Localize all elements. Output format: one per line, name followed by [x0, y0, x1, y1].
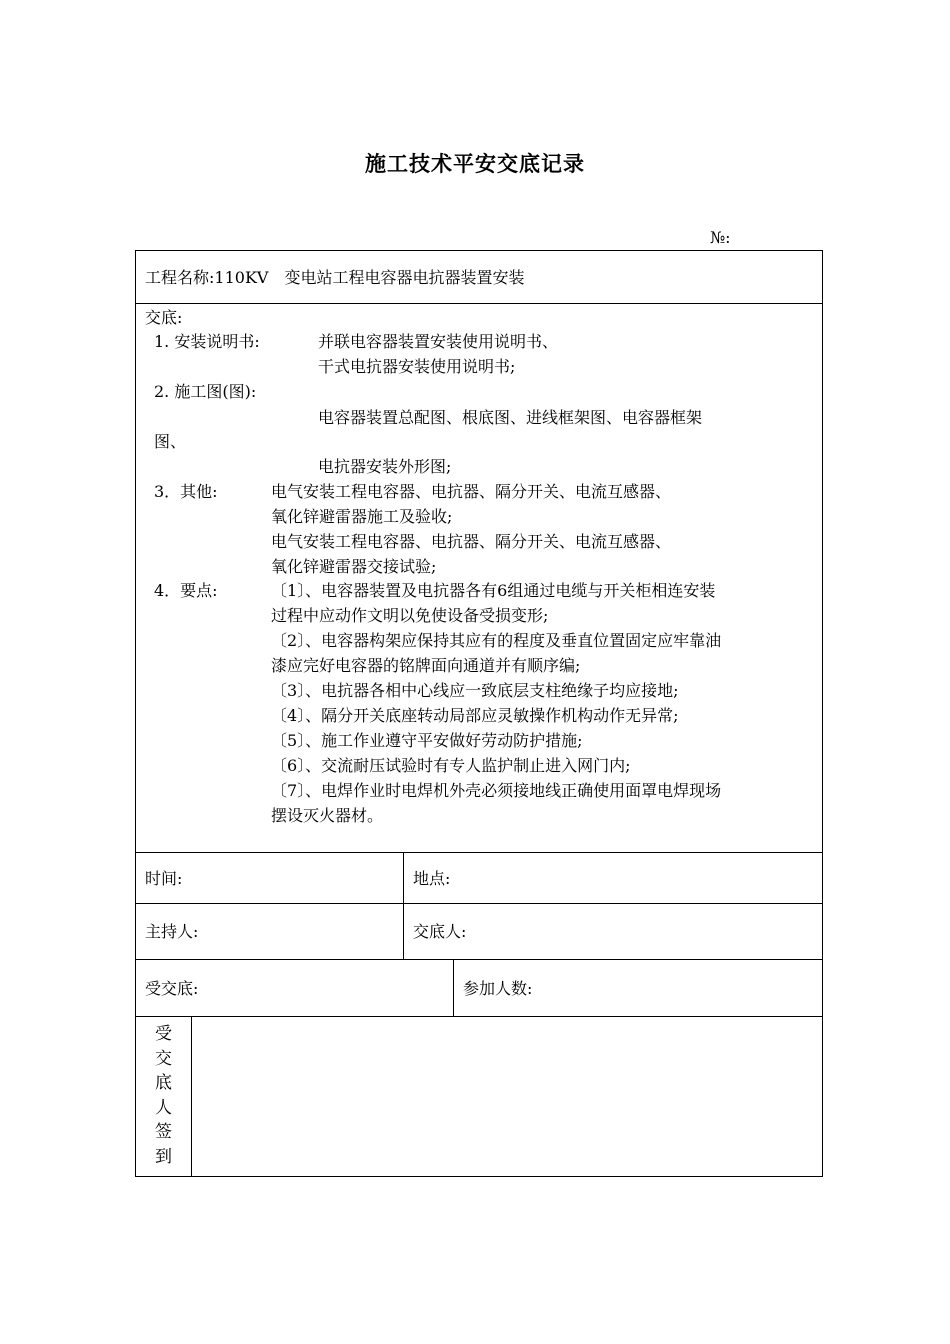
sign-char: 到 — [155, 1146, 172, 1167]
item2-line: 电容器装置总配图、根底图、进线框架图、电容器框架 — [318, 408, 703, 427]
item2-label: 2. 施工图(图): — [154, 382, 257, 401]
item1-line: 干式电抗器安装使用说明书; — [318, 357, 516, 376]
item1-label: 1. 安装说明书: — [154, 332, 260, 351]
time-label: 时间: — [145, 869, 183, 888]
point-line: 摆设灭火器材。 — [271, 806, 384, 825]
point-line: 〔7〕、电焊作业时电焊机外壳必须接地线正确使用面罩电焊现场 — [271, 781, 722, 800]
sign-char: 签 — [155, 1122, 172, 1142]
row-divider-5 — [135, 1016, 823, 1017]
item1-line: 并联电容器装置安装使用说明书、 — [318, 332, 559, 351]
row-divider-1 — [135, 303, 823, 304]
project-name-row — [145, 268, 524, 288]
sign-char: 底 — [155, 1073, 172, 1093]
recipient-label: 受交底: — [145, 979, 199, 998]
point-line: 〔6〕、交流耐压试验时有专人监护制止进入网门内; — [271, 756, 631, 775]
sign-char: 受 — [155, 1024, 172, 1044]
presenter-label: 交底人: — [413, 922, 467, 941]
item2-line-wrap: 图、 — [154, 432, 187, 451]
sign-char: 人 — [155, 1097, 172, 1118]
item3-label: 3．其他: — [154, 482, 218, 501]
location-label: 地点: — [413, 869, 451, 888]
item2-line: 电抗器安装外形图; — [318, 457, 452, 476]
row-divider-3 — [135, 903, 823, 904]
project-name: 110KV 变电站工程电容器电抗器装置安装 — [214, 268, 525, 287]
point-line: 〔5〕、施工作业遵守平安做好劳动防护措施; — [271, 731, 583, 750]
attendees-label: 参加人数: — [463, 979, 533, 998]
point-line: 漆应完好电容器的铭牌面向通道并有顺序编; — [271, 656, 581, 675]
item4-label: 4．要点: — [154, 581, 218, 600]
point-line: 〔3〕、电抗器各相中心线应一致底层支柱绝缘子均应接地; — [271, 681, 679, 700]
page-title: 施工技术平安交底记录 — [365, 152, 585, 176]
point-line: 过程中应动作文明以免使设备受损变形; — [271, 606, 549, 625]
item3-line: 氧化锌避雷器交接试验; — [271, 557, 437, 576]
project-label: 工程名称: — [145, 268, 215, 287]
sign-char: 交 — [155, 1048, 172, 1069]
item3-line: 电气安装工程电容器、电抗器、隔分开关、电流互感器、 — [271, 482, 672, 501]
table-border-top — [135, 250, 823, 251]
item3-line: 电气安装工程电容器、电抗器、隔分开关、电流互感器、 — [271, 532, 672, 551]
host-label: 主持人: — [145, 922, 199, 941]
table-border-right — [822, 250, 823, 1177]
row-divider-4 — [135, 959, 823, 960]
point-line: 〔1〕、电容器装置及电抗器各有6组通过电缆与开关柜相连安装 — [271, 581, 716, 600]
row-divider-2 — [135, 852, 823, 853]
sign-in-label — [136, 1022, 191, 1169]
point-line: 〔2〕、电容器构架应保持其应有的程度及垂直位置固定应牢靠油 — [271, 631, 722, 650]
record-number-label: №: — [710, 228, 731, 247]
disclosure-label: 交底: — [145, 308, 183, 327]
col-divider-sign — [191, 1016, 192, 1177]
item3-line: 氧化锌避雷器施工及验收; — [271, 507, 453, 526]
point-line: 〔4〕、隔分开关底座转动局部应灵敏操作机构动作无异常; — [271, 706, 679, 725]
table-border-bottom — [135, 1176, 823, 1177]
col-divider-recipient-attendees — [453, 959, 454, 1017]
col-divider-time-location — [403, 852, 404, 960]
